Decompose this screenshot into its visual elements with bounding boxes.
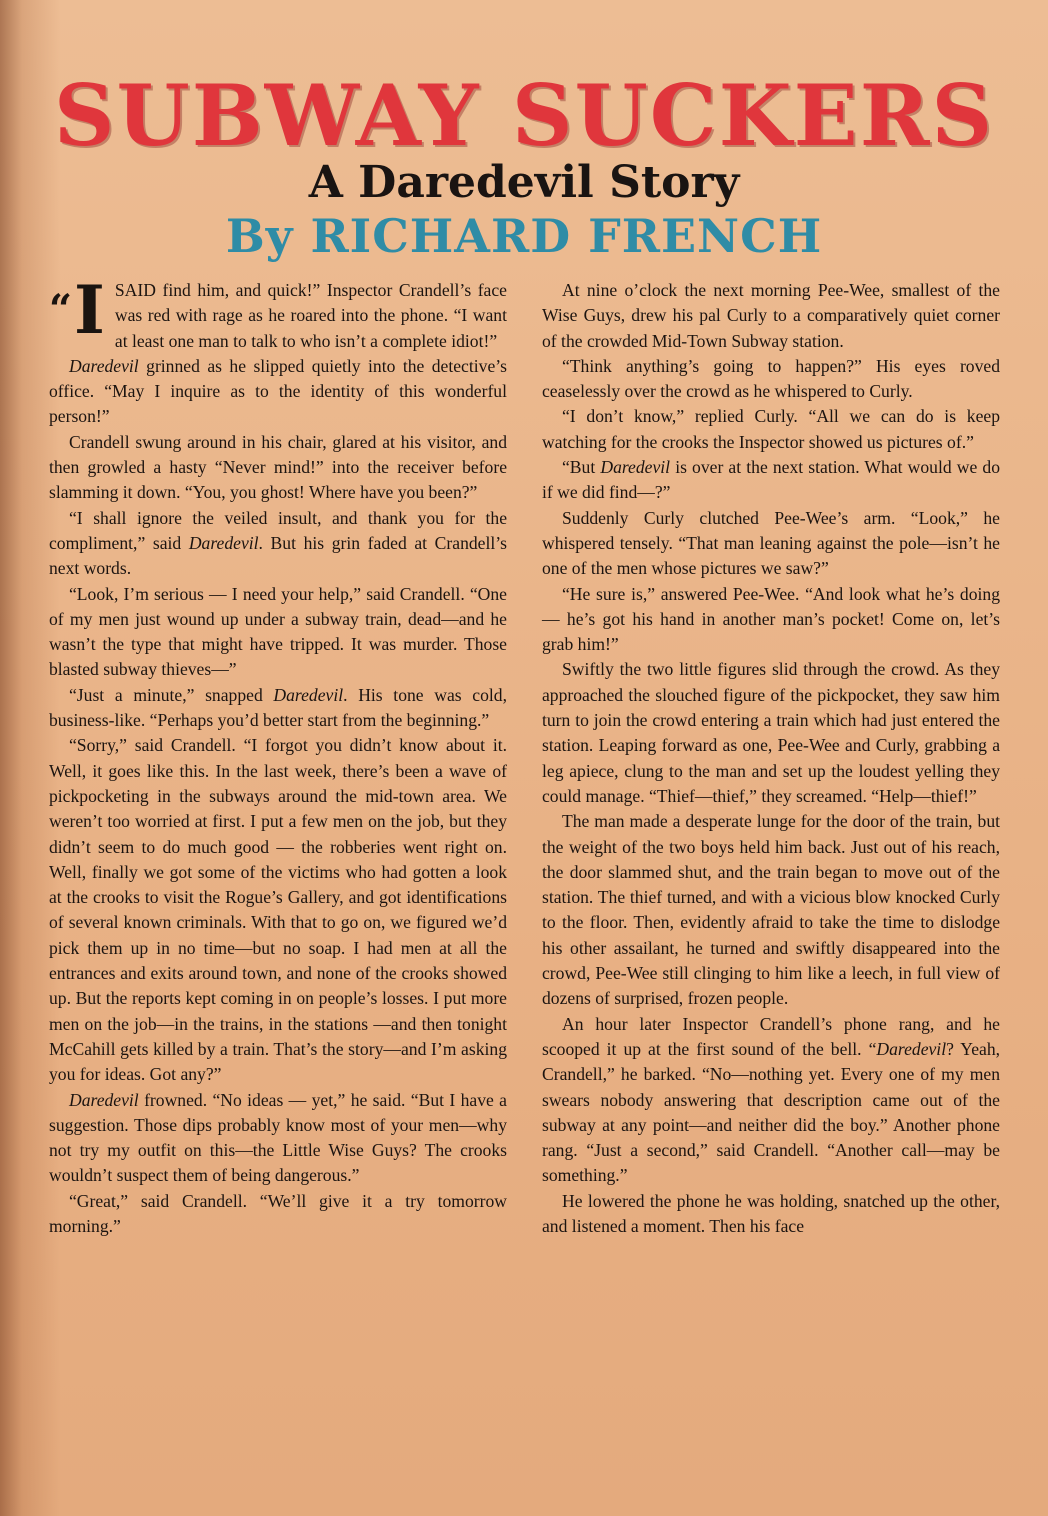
paragraph: He lowered the phone he was holding, snatched up the other, and listened a moment. Then his face xyxy=(542,1190,1000,1236)
paragraph: “Look, I’m serious — I need your help,” said Crandell. “One of my men just wound up under a subway train, dead—and he wasn’t the type that might have tripped. It was murder. Those blasted subway thieves—” xyxy=(49,583,507,680)
character-name: Daredevil xyxy=(600,457,671,478)
paragraph: “Just a minute,” snapped Daredevil. His tone was cold, business-like. “Perhaps you’d better start from the beginning.” xyxy=(49,684,507,731)
right-column xyxy=(542,278,1000,1239)
paragraph: Daredevil grinned as he slipped quietly into the detective’s office. “May I inquire as to the identity of this wonderful person!” xyxy=(49,355,507,427)
paragraph: Swiftly the two little figures slid through the crowd. As they approached the slouched figure of the pickpocket, they saw him turn to join the crowd entering a train which had just entered the station. Leaping forward as one, Pee-Wee and Curly, grabbing a leg apiece, clung to the man and set up the loudest yelling they could manage. “Thief—thief,” they screamed. “Help—thief!” xyxy=(542,659,1000,806)
paragraph: An hour later Inspector Crandell’s phone rang, and he scooped it up at the first sound of the bell. “Daredevil? Yeah, Crandell,” he barked. “No—nothing yet. Every one of my men swears nobody answering that description came out of the subway at any point—and neither did the boy.” Another phone rang. “Just a second,” said Crandell. “Another call—may be something.” xyxy=(542,1013,1001,1186)
character-name: Daredevil xyxy=(188,532,259,553)
character-name: Daredevil xyxy=(69,355,139,376)
paragraph: “I shall ignore the veiled insult, and thank you for the compliment,” said Daredevil. But his grin faded at Crandell’s next words. xyxy=(49,507,507,579)
paragraph: “I don’t know,” replied Curly. “All we can do is keep watching for the crooks the Inspector showed us pictures of.” xyxy=(542,406,1000,452)
story-title: SUBWAY SUCKERS xyxy=(53,66,995,165)
paragraph: “But Daredevil is over at the next station. What would we do if we did find—?” xyxy=(542,457,1000,503)
paragraph: Crandell swung around in his chair, glared at his visitor, and then growled a hasty “Never mind!” into the receiver before slamming it down. “You, you ghost! Where have you been?” xyxy=(49,431,507,503)
character-name: Daredevil xyxy=(69,1089,139,1110)
paragraph: “Sorry,” said Crandell. “I forgot you didn’t know about it. Well, it goes like this. In the last week, there’s been a wave of pickpocketing in the subways around the mid-town area. We weren’t too worried at first. I put a few men on the job, but they didn’t seem to do much good — the robberies went right on. Well, finally we got some of the victims who had gotten a look at the crooks to visit the Rogue’s Gallery, and got identifications of several known criminals. With that to go on, we figured we’d pick them up in no time—but no soap. I had men at all the entrances and exits around town, and none of the crooks showed up. But the reports kept coming in on people’s losses. I put more men on the job—in the trains, in the stations —and then tonight McCahill gets killed by a train. That’s the story—and I’m asking you for ideas. Got any?” xyxy=(49,735,507,1085)
paragraph: Daredevil frowned. “No ideas — yet,” he said. “But I have a suggestion. Those dips probably know most of your men—why not try my outfit on this—the Little Wise Guys? The crooks wouldn’t suspect them of being dangerous.” xyxy=(49,1089,507,1186)
drop-cap xyxy=(49,271,105,349)
drop-cap-letter: I xyxy=(74,271,105,349)
character-name: Daredevil xyxy=(876,1038,947,1059)
paragraph-text: SAID find him, and quick!” Inspector Crandell’s face was red with rage as he roared into the phone. “I want at least one man to talk to who isn’t a complete idiot!” xyxy=(114,280,507,351)
paragraph xyxy=(49,271,507,354)
left-column xyxy=(49,271,507,1239)
story-subtitle: A Daredevil Story xyxy=(308,157,740,208)
character-name: Daredevil xyxy=(273,684,344,705)
paragraph: “He sure is,” answered Pee-Wee. “And look what he’s doing — he’s got his hand in another man’s pocket! Come on, let’s grab him!” xyxy=(542,583,1000,655)
story-byline: By RICHARD FRENCH xyxy=(225,209,823,263)
paragraph: The man made a desperate lunge for the door of the train, but the weight of the two boys held him back. Just out of his reach, the door slammed shut, and the train began to move out of the station. The thief turned, and with a vicious blow knocked Curly to the floor. Then, evidently afraid to take the time to dislodge his other assailant, he turned and swiftly disappeared into the crowd, Pee-Wee still clinging to him like a leech, in full view of dozens of surprised, frozen people. xyxy=(542,811,1000,1009)
drop-cap-quote: “ xyxy=(49,286,73,333)
paragraph: At nine o’clock the next morning Pee-Wee, smallest of the Wise Guys, drew his pal Curly to a comparatively quiet corner of the crowded Mid-Town Subway station. xyxy=(542,280,1000,351)
paragraph: “Think anything’s going to happen?” His eyes roved ceaselessly over the crowd as he whispered to Curly. xyxy=(542,355,1000,402)
paragraph: “Great,” said Crandell. “We’ll give it a try tomorrow morning.” xyxy=(49,1190,507,1236)
paragraph: Suddenly Curly clutched Pee-Wee’s arm. “Look,” he whispered tensely. “That man leaning against the pole—isn’t he one of the men whose pictures we saw?” xyxy=(542,507,1000,579)
